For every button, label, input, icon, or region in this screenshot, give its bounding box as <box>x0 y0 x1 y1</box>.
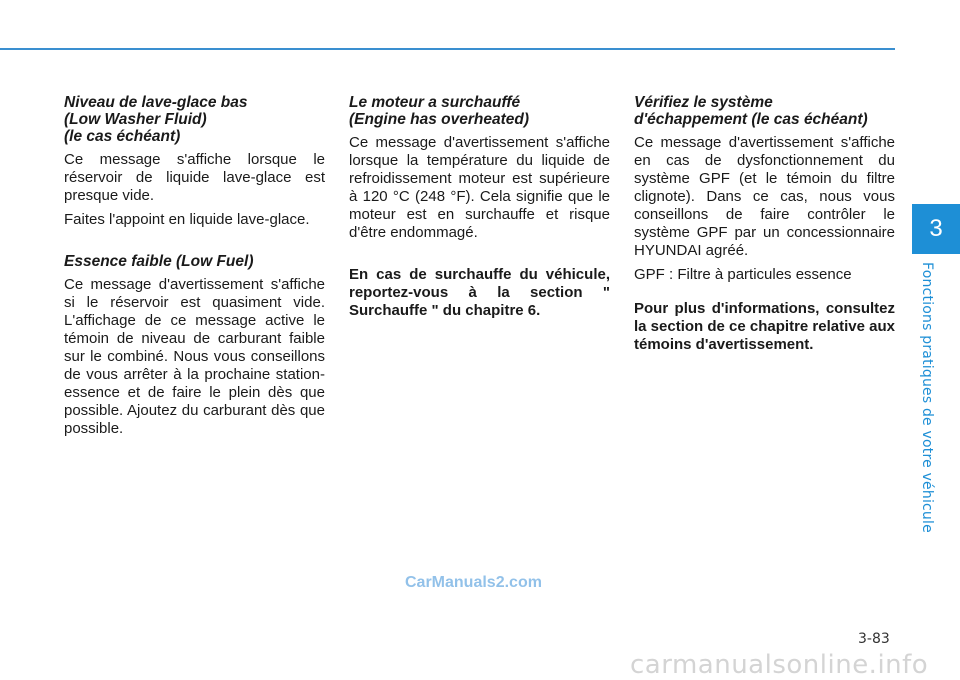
chapter-number: 3 <box>929 215 943 242</box>
column-1 <box>64 94 325 444</box>
washer-heading-line: (Low Washer Fluid) <box>64 111 207 128</box>
header-rule <box>0 48 895 50</box>
chapter-tab <box>912 204 960 254</box>
fuel-heading <box>64 253 325 270</box>
carmanuals-watermark[interactable]: CarManuals2.com <box>405 574 542 591</box>
page-number: 3-83 <box>858 631 890 647</box>
washer-paragraph: Faites l'appoint en liquide lave-glace. <box>64 211 310 228</box>
site-watermark: carmanualsonline.info <box>630 650 929 680</box>
exhaust-paragraph: Ce message d'avertissement s'affiche en cas de dysfonctionnement du système GPF (et le témoin du filtre clignote). Dans ce cas, nous vous conseillons de faire contrôler le système GPF par un concessionnaire HYUNDAI agréé. <box>634 134 895 259</box>
chapter-title: Fonctions pratiques de votre véhicule <box>919 262 935 533</box>
exhaust-heading-line: Vérifiez le système <box>634 94 773 111</box>
column-2 <box>349 94 610 326</box>
overheat-note: En cas de surchauffe du véhicule, reportez-vous à la section " Surchauffe " du chapitre 6. <box>349 266 610 319</box>
overheat-heading-line: Le moteur a surchauffé <box>349 94 521 111</box>
overheat-heading <box>349 94 610 128</box>
washer-heading-line: (le cas échéant) <box>64 128 181 145</box>
washer-paragraph: Ce message s'affiche lorsque le réservoir de liquide lave-glace est presque vide. <box>64 151 325 204</box>
washer-heading-line: Niveau de lave-glace bas <box>64 94 248 111</box>
exhaust-gpf-definition: GPF : Filtre à particules essence <box>634 266 852 283</box>
exhaust-note: Pour plus d'informations, consultez la section de ce chapitre relative aux témoins d'avertissement. <box>634 300 895 353</box>
column-3 <box>634 94 895 360</box>
overheat-heading-line: (Engine has overheated) <box>349 111 530 128</box>
overheat-paragraph: Ce message d'avertissement s'affiche lorsque la température du liquide de refroidissement moteur est supérieure à 120 °C (248 °F). Cela signifie que le moteur est en surchauffe et risque d'être endommagé. <box>349 134 610 241</box>
fuel-paragraph: Ce message d'avertissement s'affiche si le réservoir est quasiment vide. L'affichage de ce message active le témoin de niveau de carburant faible sur le combiné. Nous vous conseillons de vous arrêter à la prochaine station-essence et de faire le plein dès que possible. Ajoutez du carburant dès que possible. <box>64 276 325 437</box>
exhaust-heading-line: d'échappement (le cas échéant) <box>634 111 868 128</box>
fuel-heading-line: Essence faible (Low Fuel) <box>64 253 254 270</box>
washer-heading <box>64 94 325 145</box>
exhaust-heading <box>634 94 895 128</box>
